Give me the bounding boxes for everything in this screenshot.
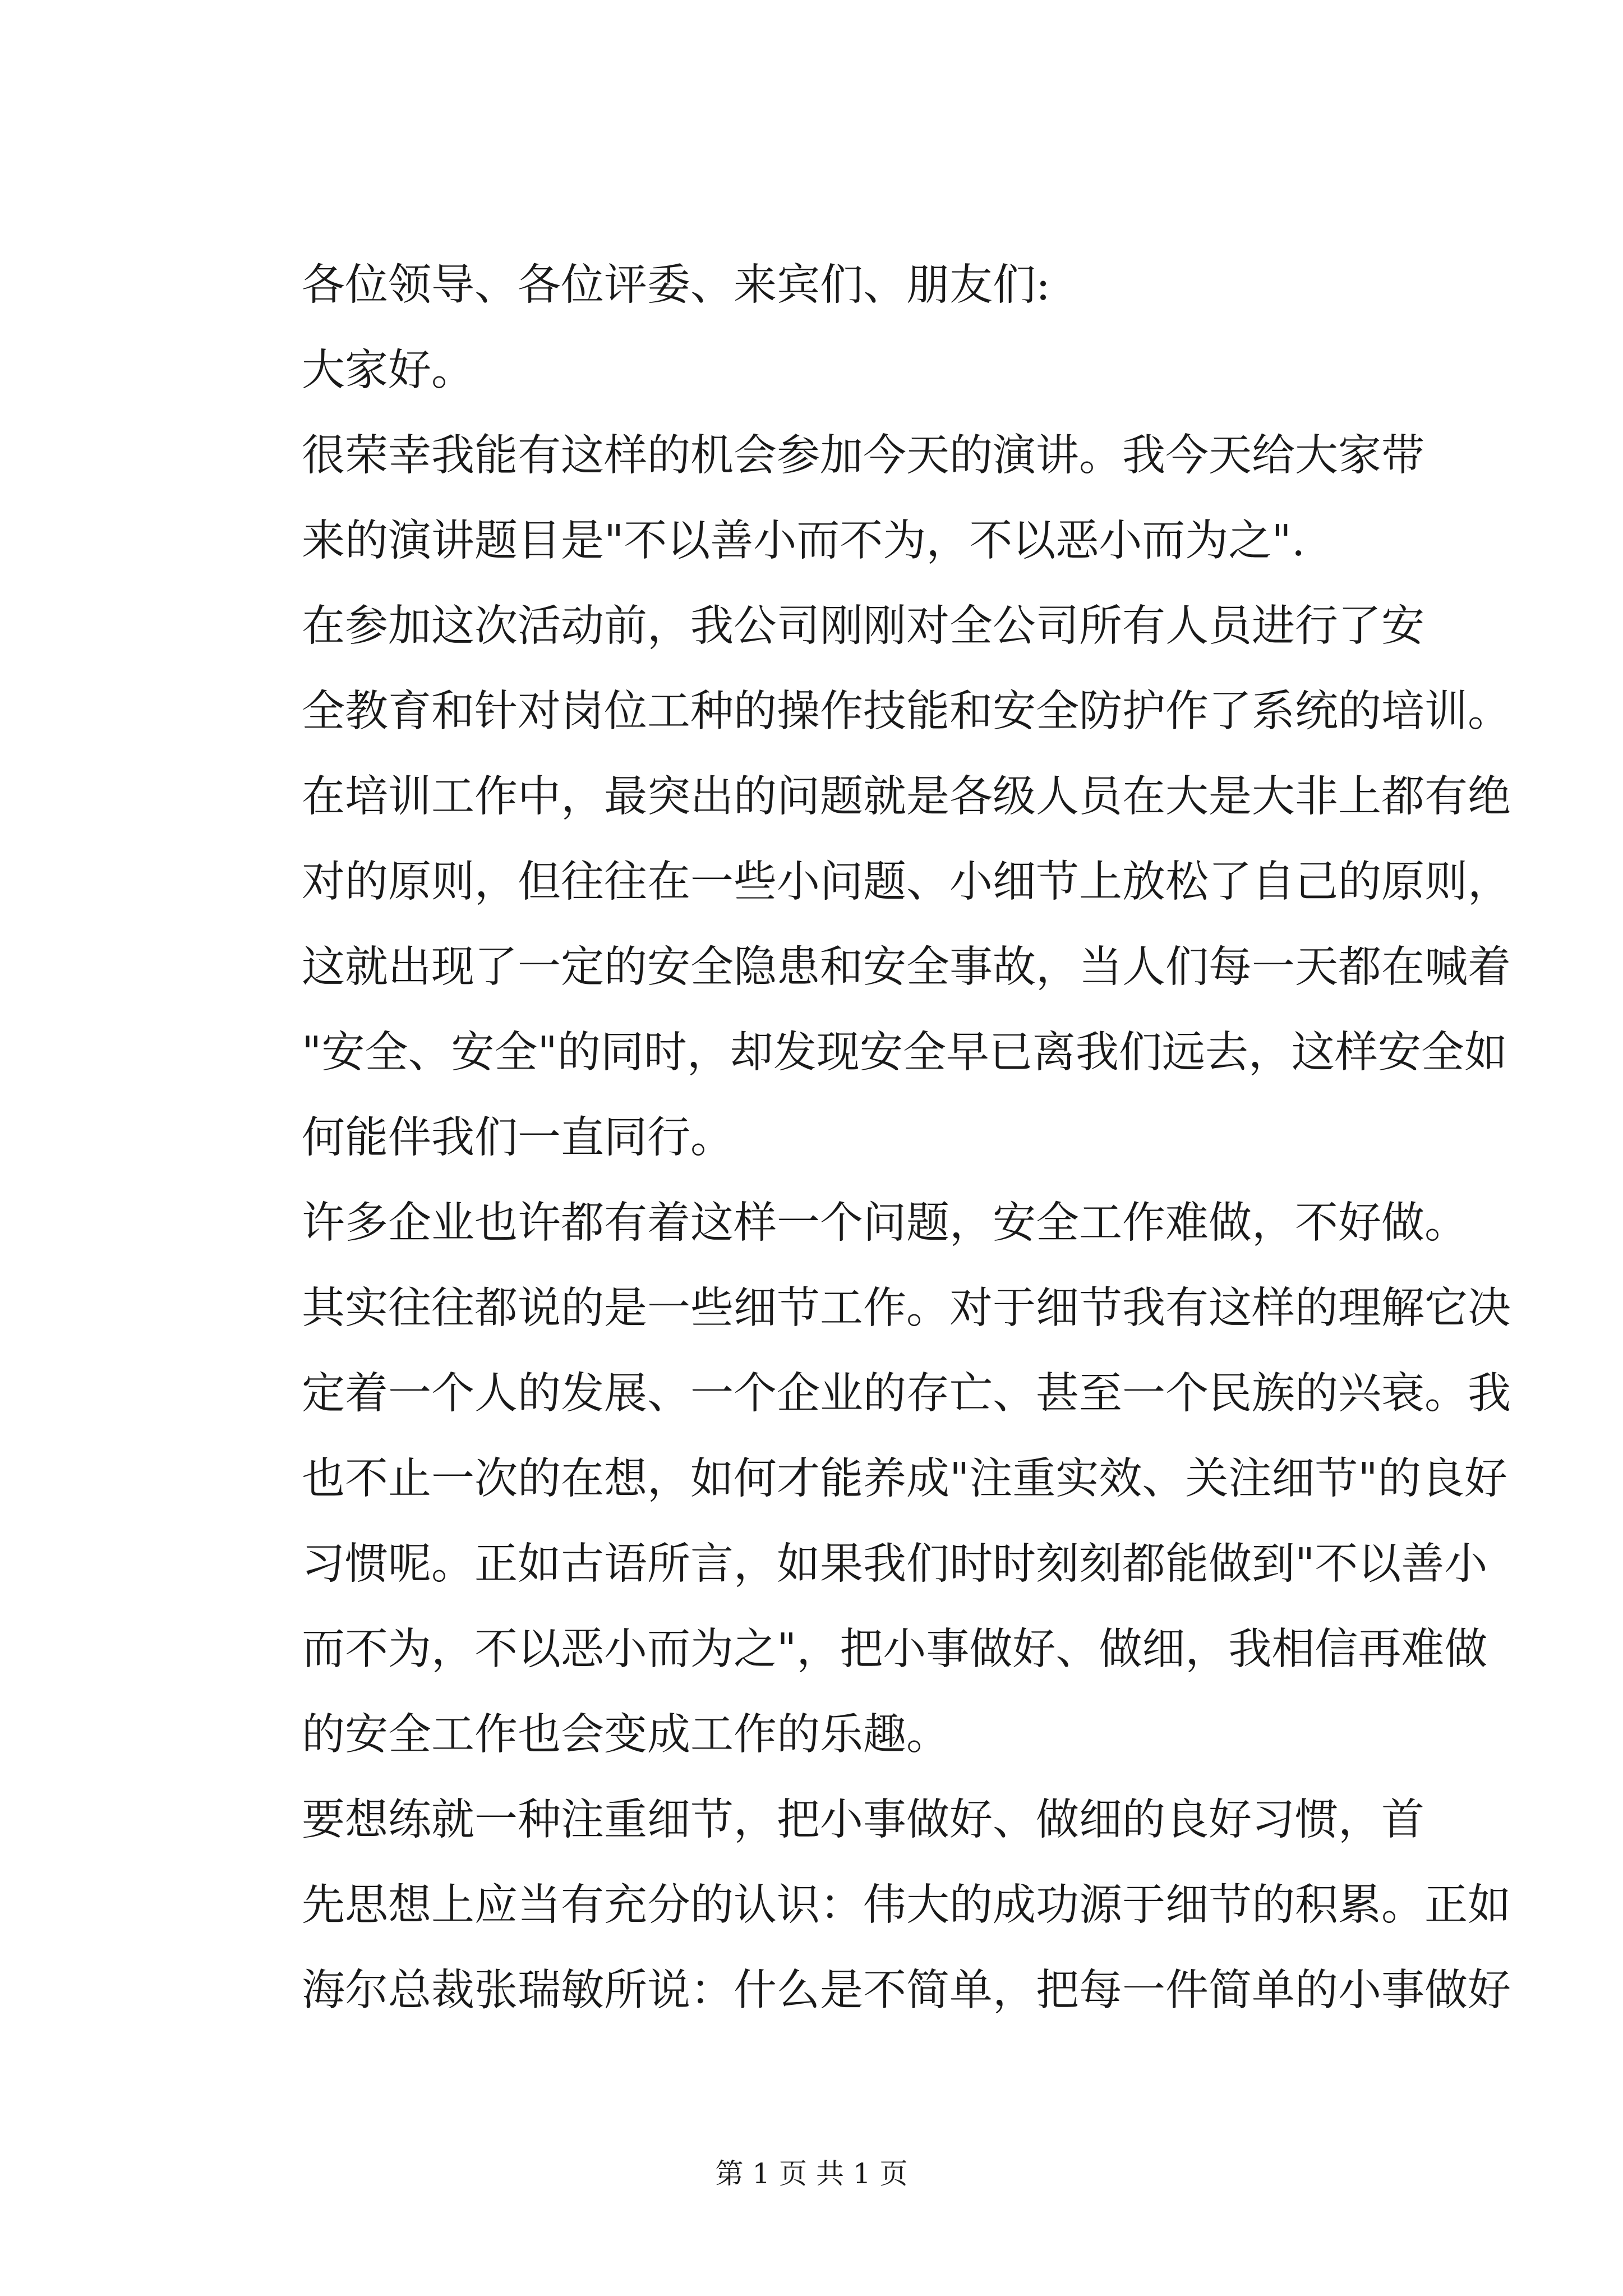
text-line: "安全、安全"的同时，却发现安全早已离我们远去，这样安全如 (302, 1028, 1507, 1078)
text-line: 海尔总裁张瑞敏所说：什么是不简单，把每一件简单的小事做好 (302, 1966, 1511, 2016)
text-line: 的安全工作也会变成工作的乐趣。 (302, 1710, 949, 1760)
text-line: 来的演讲题目是"不以善小而不为，不以恶小而为之". (302, 516, 1306, 566)
text-line: 其实往往都说的是一些细节工作。对于细节我有这样的理解它决 (302, 1283, 1511, 1333)
text-line: 何能伴我们一直同行。 (302, 1113, 734, 1163)
page-footer: 第 1 页 共 1 页 (715, 2157, 908, 2190)
text-line: 全教育和针对岗位工种的操作技能和安全防护作了系统的培训。 (302, 687, 1511, 737)
text-line: 很荣幸我能有这样的机会参加今天的演讲。我今天给大家带 (302, 431, 1424, 481)
text-line: 习惯呢。正如古语所言，如果我们时时刻刻都能做到"不以善小 (302, 1539, 1488, 1589)
document-body (302, 260, 1511, 2054)
text-line: 这就出现了一定的安全隐患和安全事故，当人们每一天都在喊着 (302, 942, 1511, 992)
text-line: 对的原则，但往往在一些小问题、小细节上放松了自己的原则， (302, 857, 1511, 907)
text-line: 而不为，不以恶小而为之"，把小事做好、做细，我相信再难做 (302, 1625, 1488, 1674)
text-line: 在参加这次活动前，我公司刚刚对全公司所有人员进行了安 (302, 601, 1424, 651)
text-line: 在培训工作中，最突出的问题就是各级人员在大是大非上都有绝 (302, 772, 1511, 822)
text-line: 大家好。 (302, 346, 474, 395)
text-line: 要想练就一种注重细节，把小事做好、做细的良好习惯，首 (302, 1795, 1424, 1845)
text-line: 许多企业也许都有着这样一个问题，安全工作难做，不好做。 (302, 1198, 1468, 1248)
text-line: 也不止一次的在想，如何才能养成"注重实效、关注细节"的良好 (302, 1454, 1507, 1504)
text-line: 先思想上应当有充分的认识：伟大的成功源于细节的积累。正如 (302, 1880, 1511, 1930)
text-line: 各位领导、各位评委、来宾们、朋友们: (302, 260, 1050, 310)
text-line: 定着一个人的发展、一个企业的存亡、甚至一个民族的兴衰。我 (302, 1369, 1511, 1419)
